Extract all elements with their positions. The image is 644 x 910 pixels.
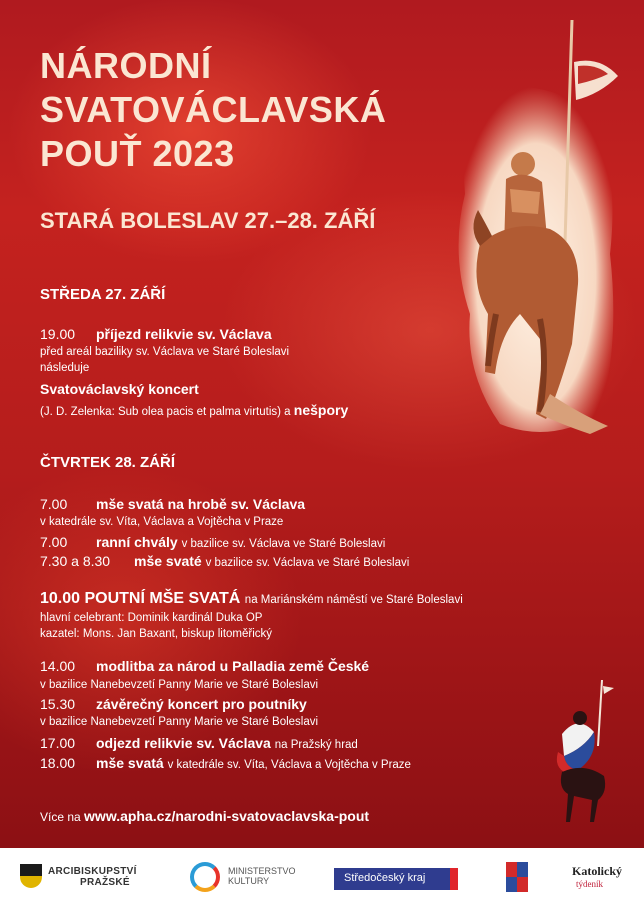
event-label: příjezd relikvie sv. Václava [96,326,272,342]
time: 18.00 [40,755,76,771]
partner-logos-bar [0,848,644,910]
concert-note: (J. D. Zelenka: Sub olea pacis et palma virtutis) a [40,406,291,418]
weekly-line-2: týdeník [576,879,603,889]
wednesday-concert-note [40,402,348,418]
ministry-of-culture-logo [190,860,310,894]
coat-of-arms-icon [506,862,528,892]
saint-wenceslas-statue-illustration [440,14,630,454]
ministry-line-2: KULTURY [228,876,270,886]
event-place: v bazilice sv. Václava ve Staré Boleslavi [205,557,410,569]
rider-with-flag-illustration [548,676,618,826]
thursday-concert-place: v bazilice Nanebevzetí Panny Marie ve Staré Boleslavi [40,716,319,728]
shield-icon [20,864,42,888]
event-place: v katedrále sv. Víta, Václava a Vojtěcha v Praze [167,759,411,771]
time: 17.00 [40,735,76,751]
event-label: modlitba za národ u Palladia země České [96,658,370,674]
time: 19.00 [40,326,76,342]
event-place-date: STARÁ BOLESLAV 27.–28. ZÁŘÍ [40,208,376,233]
time: 7.00 [40,496,68,512]
wednesday-concert: Svatováclavský koncert [40,381,199,397]
event-label: mše svatá na hrobě sv. Václava [96,496,306,512]
main-mass-preacher: kazatel: Mons. Jan Baxant, biskup litoměřický [40,628,273,640]
wednesday-arrival [40,326,272,342]
main-mass-place: na Mariánském náměstí ve Staré Boleslavi [244,594,463,606]
thursday-departure [40,735,358,751]
vespers: nešpory [293,402,349,418]
time: 15.30 [40,696,76,712]
more-info-prefix: Více na [40,810,81,824]
thursday-evening-mass [40,755,411,771]
catholic-weekly-logo [572,864,632,894]
event-label: závěrečný koncert pro poutníky [96,696,307,712]
thursday-heading: ČTVRTEK 28. ZÁŘÍ [40,454,176,471]
thursday-item-3 [40,553,409,569]
archdiocese-line-1: ARCIBISKUPSTVÍ [48,866,137,877]
title-line-1: NÁRODNÍ [40,45,212,86]
event-place: na Pražský hrad [274,739,358,751]
thursday-prayer [40,658,369,674]
wednesday-arrival-place: před areál baziliky sv. Václava ve Staré Boleslavi [40,346,290,358]
more-info [40,808,369,824]
title-line-2: SVATOVÁCLAVSKÁ [40,89,387,130]
event-title [40,44,386,176]
wednesday-following: následuje [40,362,90,374]
central-bohemian-region-logo [334,868,458,890]
ministry-line-1: MINISTERSTVO [228,866,296,876]
event-label: ranní chvály [96,534,178,550]
ministry-ring-icon [190,862,220,892]
main-mass-headline: 10.00 POUTNÍ MŠE SVATÁ [40,590,241,607]
time: 14.00 [40,658,76,674]
event-label: odjezd relikvie sv. Václava [96,735,271,751]
thursday-item-1-place: v katedrále sv. Víta, Václava a Vojtěcha v Praze [40,516,284,528]
region-name: Středočeský kraj [344,872,426,884]
event-label: mše svatá [96,755,164,771]
thursday-item-1 [40,496,305,512]
time: 7.30 a 8.30 [40,553,111,569]
archdiocese-line-2: PRAŽSKÉ [80,877,130,888]
event-place: v bazilice sv. Václava ve Staré Boleslavi [181,538,386,550]
wednesday-heading: STŘEDA 27. ZÁŘÍ [40,286,166,303]
main-mass-celebrant: hlavní celebrant: Dominik kardinál Duka OP [40,612,263,624]
time: 7.00 [40,534,68,550]
website-link[interactable]: www.apha.cz/narodni-svatovaclavska-pout [84,808,370,824]
thursday-prayer-place: v bazilice Nanebevzetí Panny Marie ve Staré Boleslavi [40,679,319,691]
main-mass [40,590,463,608]
weekly-line-1: Katolický [572,864,622,878]
thursday-concert [40,696,307,712]
thursday-item-2 [40,534,385,550]
archdiocese-of-prague-logo [20,862,150,894]
title-line-3: POUŤ 2023 [40,133,235,174]
event-label: mše svaté [134,553,202,569]
